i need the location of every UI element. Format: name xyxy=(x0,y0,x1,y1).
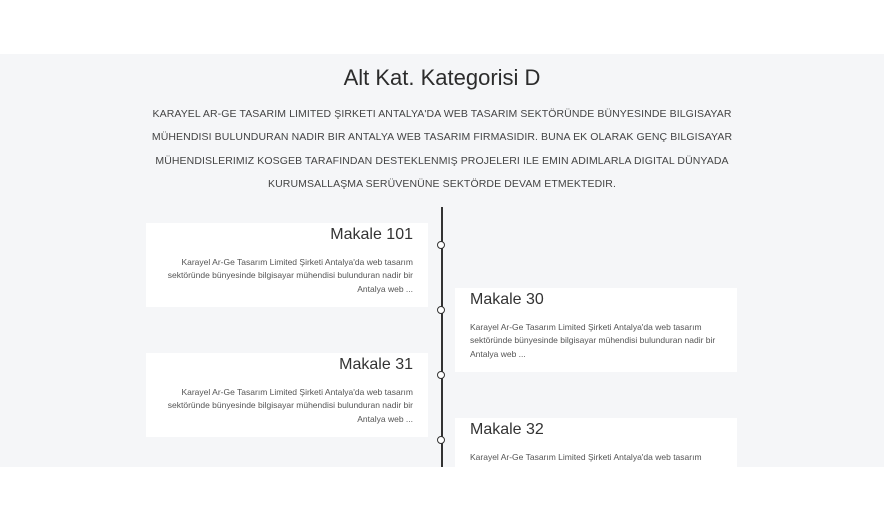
category-description: KARAYEL AR-GE TASARIM LIMITED ŞIRKETI ANTALYA'DA WEB TASARIM SEKTÖRÜNDE BÜNYESINDE BILGISAYAR MÜHENDISI BULUNDURAN NADIR BIR ANTALYA WEB TASARIM FIRMASIDIR. BUNA EK OLARAK GENÇ BILGISAYAR MÜHENDISLERIMIZ KOSGEB TARAFINDAN DESTEKLENMIŞ PROJELERI ILE EMIN ADIMLARLA DIGITAL DÜNYADA KURUMSALLAŞMA SERÜVENÜNE SEKTÖRDE DEVAM ETMEKTEDIR. xyxy=(151,108,733,190)
article-card[interactable] xyxy=(146,353,428,437)
article-card[interactable] xyxy=(455,288,737,372)
page-title: Alt Kat. Kategorisi D xyxy=(343,65,541,90)
article-excerpt: Karayel Ar-Ge Tasarım Limited Şirketi Antalya'da web tasarım sektöründe bünyesinde bilgisayar mühendisi bulunduran nadir bir Antalya web ... xyxy=(167,257,413,294)
timeline-dot xyxy=(437,371,445,379)
article-title[interactable]: Makale 32 xyxy=(470,421,544,438)
article-title[interactable]: Makale 31 xyxy=(339,356,413,373)
timeline-dot xyxy=(437,241,445,249)
article-card[interactable] xyxy=(146,223,428,307)
article-excerpt: Karayel Ar-Ge Tasarım Limited Şirketi Antalya'da web tasarım xyxy=(470,452,702,462)
category-section xyxy=(0,54,884,467)
article-excerpt: Karayel Ar-Ge Tasarım Limited Şirketi Antalya'da web tasarım sektöründe bünyesinde bilgisayar mühendisi bulunduran nadir bir Antalya web ... xyxy=(167,387,413,424)
article-card[interactable] xyxy=(455,418,737,467)
article-title[interactable]: Makale 101 xyxy=(330,226,413,243)
timeline-dot xyxy=(437,306,445,314)
timeline-dot xyxy=(437,436,445,444)
article-title[interactable]: Makale 30 xyxy=(470,291,544,308)
article-excerpt: Karayel Ar-Ge Tasarım Limited Şirketi Antalya'da web tasarım sektöründe bünyesinde bilgisayar mühendisi bulunduran nadir bir Antalya web ... xyxy=(470,322,716,359)
